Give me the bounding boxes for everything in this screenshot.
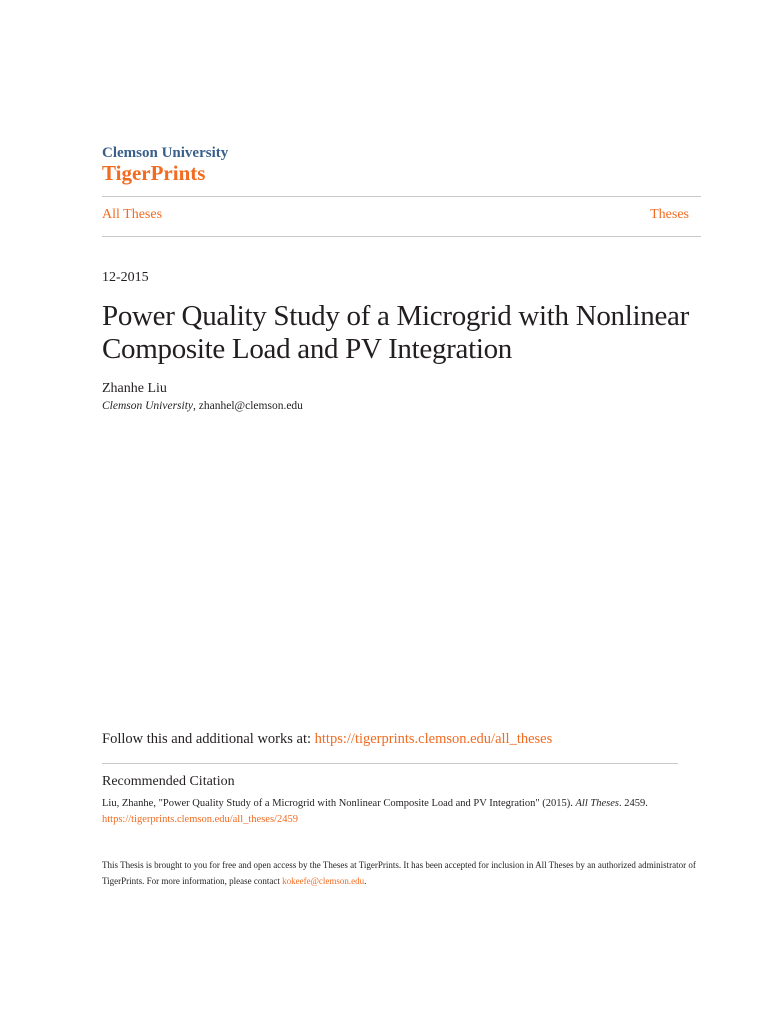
author-name: Zhanhe Liu xyxy=(102,381,167,396)
top-divider xyxy=(102,196,701,197)
citation-heading: Recommended Citation xyxy=(102,774,235,789)
theses-link[interactable]: Theses xyxy=(650,207,689,222)
citation-series: All Theses xyxy=(575,798,619,809)
affiliation-institution: Clemson University xyxy=(102,400,194,412)
author-affiliation xyxy=(102,400,303,412)
follow-url-link[interactable]: https://tigerprints.clemson.edu/all_theses xyxy=(314,731,553,747)
nav-divider xyxy=(102,236,701,237)
contact-email-link[interactable]: kokeefe@clemson.edu xyxy=(282,876,365,886)
follow-text: Follow this and additional works at: xyxy=(102,731,315,747)
citation-divider xyxy=(102,763,678,764)
citation-url-link[interactable]: https://tigerprints.clemson.edu/all_theses/2459 xyxy=(102,814,298,825)
university-name: Clemson University xyxy=(102,145,229,161)
access-notice xyxy=(102,857,702,889)
citation-number: . 2459. xyxy=(618,798,648,809)
notice-end: . xyxy=(364,876,367,886)
notice-text: This Thesis is brought to you for free and open access by the Theses at TigerPrints. It has been accepted for inclusion in All Theses by an authorized administrator of TigerPrints. For more information, please contact xyxy=(102,860,696,886)
publication-date: 12-2015 xyxy=(102,270,149,285)
paper-title: Power Quality Study of a Microgrid with Nonlinear Composite Load and PV Integration xyxy=(102,300,689,365)
follow-line xyxy=(102,731,552,748)
affiliation-email: , zhanhel@clemson.edu xyxy=(193,400,303,412)
repository-name[interactable]: TigerPrints xyxy=(102,161,206,185)
citation-text: Liu, Zhanhe, "Power Quality Study of a Microgrid with Nonlinear Composite Load and PV Integration" (2015). xyxy=(102,798,576,809)
all-theses-link[interactable]: All Theses xyxy=(102,207,163,222)
citation-block xyxy=(102,796,702,828)
